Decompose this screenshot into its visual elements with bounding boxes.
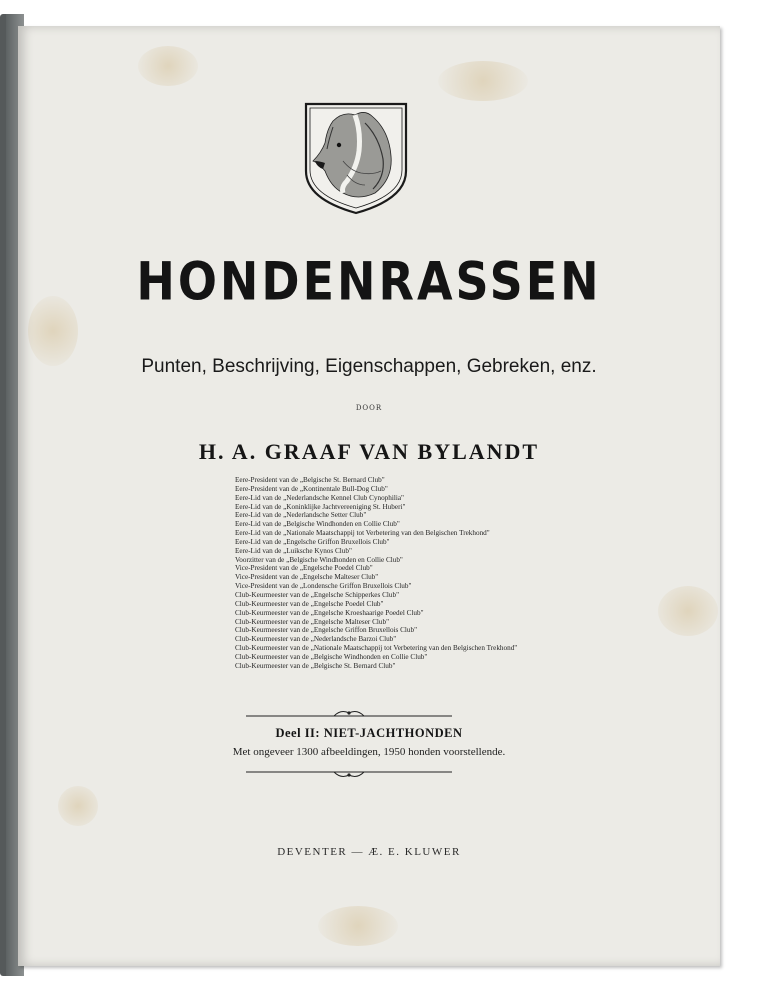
membership-item: Club-Keurmeester van de „Belgische Windhonden en Collie Club" <box>235 652 428 661</box>
membership-item: Club-Keurmeester van de „Belgische St. Bernard Club" <box>235 661 396 670</box>
by-label: DOOR <box>355 404 383 412</box>
foxing-spot <box>138 46 198 86</box>
membership-item: Club-Keurmeester van de „Engelsche Kroeshaarige Poedel Club" <box>235 608 424 617</box>
membership-item: Voorzitter van de „Belgische Windhonden en Collie Club" <box>235 555 403 564</box>
volume-title: Deel II: NIET-JACHTHONDEN <box>275 726 463 740</box>
membership-item: Club-Keurmeester van de „Engelsche Malteser Club" <box>235 617 390 626</box>
membership-item: Eere-Lid van de „Koninklijke Jachtvereeniging St. Huberi" <box>235 502 406 511</box>
membership-item: Club-Keurmeester van de „Engelsche Griffon Bruxellois Club" <box>235 626 418 635</box>
publisher-imprint: DEVENTER — Æ. E. KLUWER <box>277 846 461 858</box>
membership-item: Club-Keurmeester van de „Engelsche Schipperkes Club" <box>235 590 400 599</box>
book-title: HONDENRASSEN <box>136 249 602 313</box>
membership-item: Eere-Lid van de „Engelsche Griffon Bruxellois Club" <box>235 537 390 546</box>
foxing-spot <box>58 786 98 826</box>
foxing-spot <box>438 61 528 101</box>
membership-item: Vice-President van de „Engelsche Poedel Club" <box>235 564 373 573</box>
membership-item: Club-Keurmeester van de „Nationale Maatschappij tot Verbetering van den Belgischen Trekhond" <box>235 644 518 653</box>
membership-item: Eere-Lid van de „Nederlandsche Setter Club" <box>235 511 367 520</box>
collie-shield-icon <box>303 101 409 216</box>
membership-item: Eere-Lid van de „Luiksche Kynos Club" <box>235 546 352 555</box>
title-page <box>18 26 720 966</box>
membership-item: Club-Keurmeester van de „Engelsche Poedel Club" <box>235 599 384 608</box>
flourish-rule-icon <box>246 768 452 780</box>
membership-item: Vice-President van de „Londensche Griffon Bruxellois Club" <box>235 582 412 591</box>
membership-item: Vice-President van de „Engelsche Malteser Club" <box>235 573 379 582</box>
membership-item: Eere-Lid van de „Nederlandsche Kennel Club Cynophilia" <box>235 493 404 502</box>
foxing-spot <box>658 586 718 636</box>
membership-item: Eere-President van de „Kontinentale Bull-Dog Club" <box>235 484 388 493</box>
membership-item: Eere-President van de „Belgische St. Bernard Club" <box>235 476 385 484</box>
author-name: H. A. GRAAF VAN BYLANDT <box>198 439 540 464</box>
foxing-spot <box>318 906 398 946</box>
membership-item: Eere-Lid van de „Belgische Windhonden en Collie Club" <box>235 520 400 529</box>
volume-description: Met ongeveer 1300 afbeeldingen, 1950 honden voorstellende. <box>232 746 506 758</box>
book-subtitle: Punten, Beschrijving, Eigenschappen, Gebreken, enz. <box>141 356 597 377</box>
membership-item: Eere-Lid van de „Nationale Maatschappij tot Verbetering van den Belgischen Trekhond" <box>235 529 490 538</box>
author-memberships <box>235 476 517 671</box>
flourish-rule-icon <box>246 708 452 720</box>
membership-item: Club-Keurmeester van de „Nederlandsche Barzoi Club" <box>235 635 397 644</box>
